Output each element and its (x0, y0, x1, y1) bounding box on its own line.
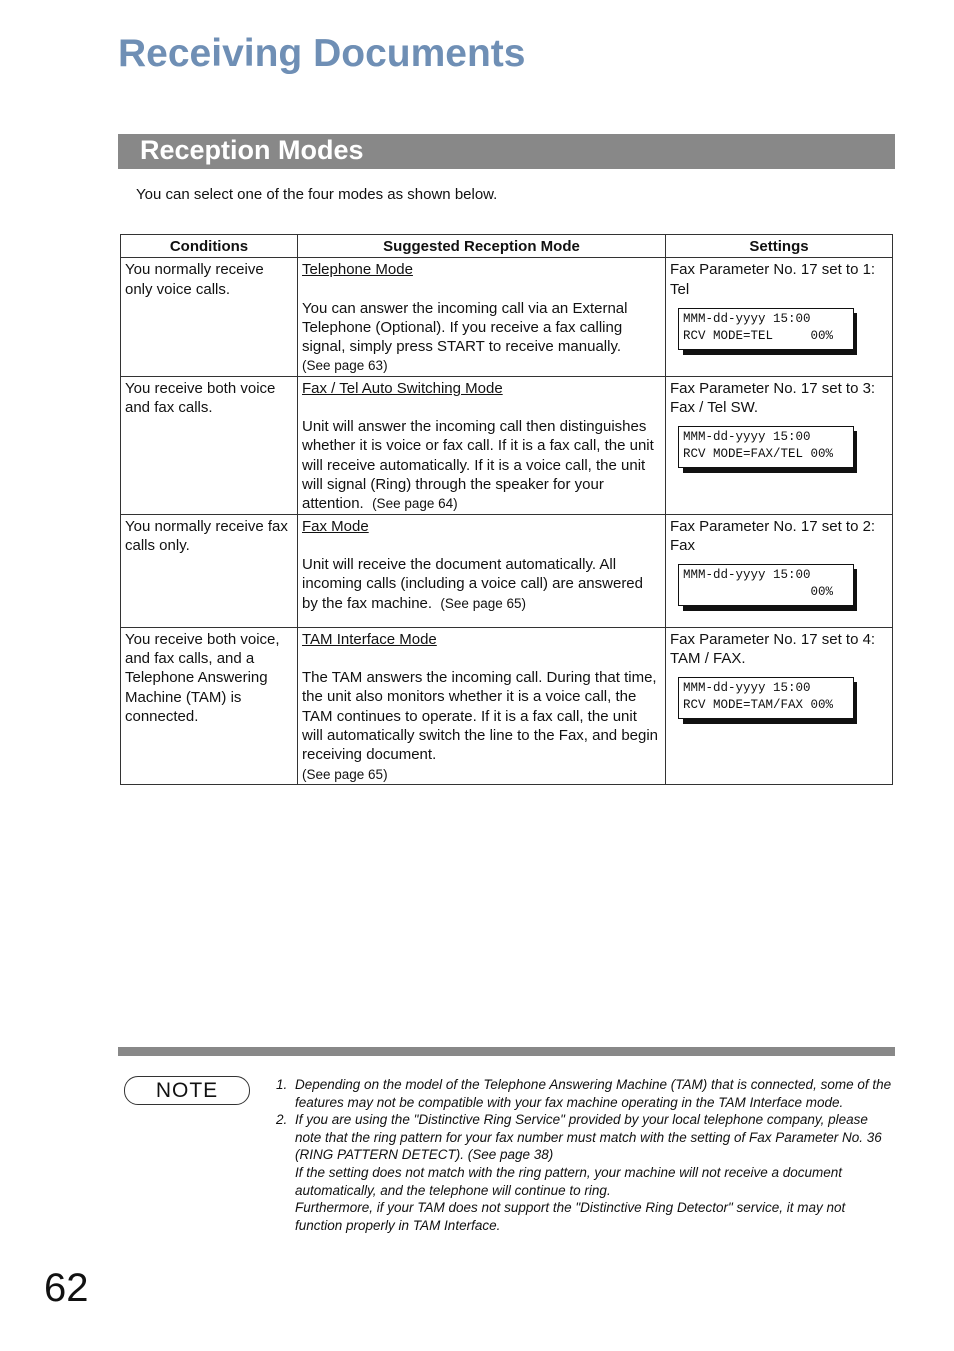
note-paragraph: If you are using the "Distinctive Ring Service" provided by your local telephone company, please note that the ring pattern for your fax number must match with the setting of Fax Parameter No. 36 (RING PATTERN DETECT). (See page 38) (295, 1112, 882, 1163)
page-reference: (See page 64) (372, 496, 458, 512)
lcd-display (678, 308, 856, 356)
mode-description: Unit will receive the document automatically. All incoming calls (including a voice call) are answered by the fax machine. (302, 556, 643, 612)
intro-text: You can select one of the four modes as shown below. (136, 186, 498, 203)
mode-name: Fax Mode (302, 517, 369, 535)
mode-cell (298, 627, 666, 784)
mode-description: Unit will answer the incoming call then distinguishes whether it is voice or fax call. If it is a fax call, the unit will receive automatically. If it is a voice call, the unit will signal (Ring) through the speaker for your attention. (302, 418, 654, 513)
mode-name: TAM Interface Mode (302, 630, 437, 648)
table-header-row (121, 235, 893, 258)
setting-text: Fax Parameter No. 17 set to 1: Tel (670, 261, 876, 298)
section-header-bar (118, 134, 895, 169)
note-list (276, 1076, 896, 1234)
mode-cell (298, 258, 666, 376)
mode-description: The TAM answers the incoming call. During that time, the unit also monitors whether it is a voice call, the TAM continues to operate. If it is a fax call, the unit will automatically switch the line to the Fax, and begin receiving document. (302, 669, 659, 764)
table-row (121, 376, 893, 514)
lcd-screen (678, 677, 854, 719)
condition-cell: You receive both voice and fax calls. (121, 376, 298, 514)
lcd-line-1: MMM-dd-yyyy 15:00 (683, 311, 811, 326)
column-header-settings: Settings (666, 235, 893, 258)
table-row (121, 627, 893, 784)
page-title: Receiving Documents (118, 32, 526, 75)
note-number: 2. (276, 1112, 288, 1128)
lcd-line-2: RCV MODE=TEL 00% (683, 328, 834, 343)
column-header-mode: Suggested Reception Mode (298, 235, 666, 258)
lcd-screen (678, 308, 854, 350)
page-reference: (See page 63) (302, 358, 388, 374)
note-paragraph: Furthermore, if your TAM does not support the "Distinctive Ring Detector" service, it may not function properly in TAM Interface. (295, 1200, 846, 1233)
note-badge: NOTE (124, 1076, 250, 1105)
lcd-display (678, 564, 856, 612)
lcd-line-2: 00% (683, 585, 834, 600)
note-paragraph: Depending on the model of the Telephone Answering Machine (TAM) that is connected, some of the features may not be compatible with your fax machine operating in the TAM Interface mode. (295, 1077, 892, 1110)
table-row (121, 514, 893, 627)
lcd-display (678, 677, 856, 725)
note-paragraph: If the setting does not match with the ring pattern, your machine will not receive a document automatically, and the telephone will continue to ring. (295, 1164, 843, 1198)
reception-modes-table (120, 234, 893, 785)
mode-name: Fax / Tel Auto Switching Mode (302, 379, 503, 397)
note-number: 1. (276, 1077, 288, 1092)
settings-cell (666, 258, 893, 376)
settings-cell (666, 514, 893, 627)
lcd-display (678, 426, 856, 474)
setting-text: Fax Parameter No. 17 set to 4: TAM / FAX. (670, 630, 876, 668)
page-reference: (See page 65) (440, 595, 526, 611)
note-item (276, 1111, 896, 1234)
mode-cell (298, 376, 666, 514)
column-header-conditions: Conditions (121, 235, 298, 258)
page-reference: (See page 65) (302, 766, 388, 782)
lcd-screen (678, 564, 854, 606)
table-row (121, 258, 893, 376)
condition-cell: You normally receive fax calls only. (121, 514, 298, 627)
lcd-line-1: MMM-dd-yyyy 15:00 (683, 681, 811, 696)
lcd-line-1: MMM-dd-yyyy 15:00 (683, 568, 811, 583)
setting-text: Fax Parameter No. 17 set to 2: Fax (670, 517, 876, 555)
note-item (276, 1076, 896, 1111)
setting-text: Fax Parameter No. 17 set to 3: Fax / Tel SW. (670, 379, 876, 417)
condition-cell: You normally receive only voice calls. (121, 258, 298, 376)
divider-bar (118, 1047, 895, 1056)
section-title: Reception Modes (140, 135, 364, 165)
mode-cell (298, 514, 666, 627)
mode-description: You can answer the incoming call via an External Telephone (Optional). If you receive a fax calling signal, simply press START to receive manually. (302, 299, 628, 356)
condition-cell: You receive both voice, and fax calls, and a Telephone Answering Machine (TAM) is connected. (121, 627, 298, 784)
mode-name: Telephone Mode (302, 261, 413, 279)
settings-cell (666, 627, 893, 784)
lcd-line-1: MMM-dd-yyyy 15:00 (683, 430, 811, 445)
lcd-screen (678, 426, 854, 468)
settings-cell (666, 376, 893, 514)
lcd-line-2: RCV MODE=FAX/TEL 00% (683, 447, 834, 462)
lcd-line-2: RCV MODE=TAM/FAX 00% (683, 698, 834, 713)
page-number: 62 (44, 1266, 89, 1310)
